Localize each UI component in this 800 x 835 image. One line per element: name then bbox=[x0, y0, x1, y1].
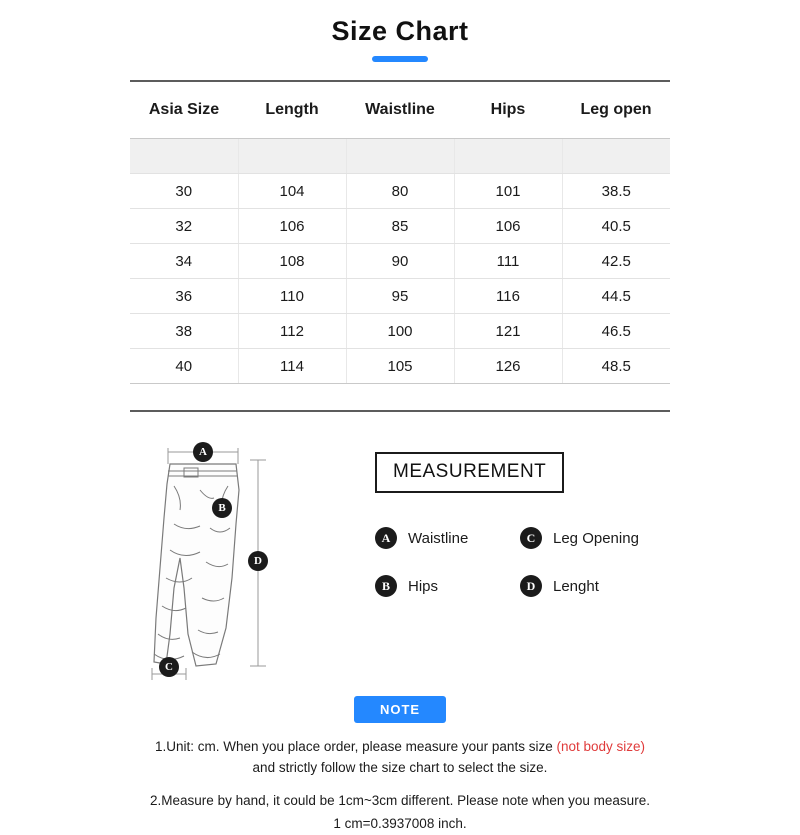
cell-leg-open: 48.5 bbox=[562, 349, 670, 384]
note-line-1-part1: 1.Unit: cm. When you place order, please measure your pants size bbox=[155, 739, 557, 754]
cell-hips: 126 bbox=[454, 349, 562, 384]
spacer-cell bbox=[130, 139, 238, 174]
cell-length: 112 bbox=[238, 314, 346, 349]
column-header-waistline: Waistline bbox=[346, 81, 454, 139]
cell-length: 114 bbox=[238, 349, 346, 384]
legend-item-leg-opening bbox=[520, 527, 665, 549]
cell-length: 106 bbox=[238, 209, 346, 244]
legend-item-length bbox=[520, 575, 665, 597]
legend-badge-b: B bbox=[375, 575, 397, 597]
length-marker: D bbox=[248, 551, 268, 571]
pants-svg bbox=[140, 438, 340, 688]
leg-opening-marker: C bbox=[159, 657, 179, 677]
table-row bbox=[130, 174, 670, 209]
size-table-body bbox=[130, 139, 670, 384]
cell-length: 104 bbox=[238, 174, 346, 209]
size-table-container bbox=[130, 80, 670, 384]
cell-waistline: 105 bbox=[346, 349, 454, 384]
page-header bbox=[0, 0, 800, 62]
cell-waistline: 100 bbox=[346, 314, 454, 349]
note-line-1 bbox=[0, 737, 800, 758]
hips-marker: B bbox=[212, 498, 232, 518]
cell-hips: 116 bbox=[454, 279, 562, 314]
spacer-cell bbox=[346, 139, 454, 174]
cell-size: 32 bbox=[130, 209, 238, 244]
legend-label-leg-opening: Leg Opening bbox=[553, 529, 639, 547]
note-text bbox=[0, 737, 800, 835]
cell-size: 40 bbox=[130, 349, 238, 384]
cell-hips: 106 bbox=[454, 209, 562, 244]
table-row bbox=[130, 209, 670, 244]
table-row bbox=[130, 349, 670, 384]
table-header-row bbox=[130, 81, 670, 139]
cell-leg-open: 38.5 bbox=[562, 174, 670, 209]
spacer-cell bbox=[238, 139, 346, 174]
page-title: Size Chart bbox=[331, 16, 469, 46]
size-table bbox=[130, 80, 670, 384]
legend-badge-a: A bbox=[375, 527, 397, 549]
measurement-legend bbox=[375, 527, 660, 597]
measurement-panel bbox=[375, 452, 675, 597]
measurement-title: MEASUREMENT bbox=[375, 452, 564, 493]
cell-size: 34 bbox=[130, 244, 238, 279]
table-row bbox=[130, 314, 670, 349]
measurement-section bbox=[0, 430, 800, 690]
title-underline bbox=[372, 56, 428, 62]
cell-hips: 121 bbox=[454, 314, 562, 349]
cell-leg-open: 42.5 bbox=[562, 244, 670, 279]
spacer-cell bbox=[454, 139, 562, 174]
legend-badge-c: C bbox=[520, 527, 542, 549]
note-line-2: 2.Measure by hand, it could be 1cm~3cm different. Please note when you measure. bbox=[150, 792, 650, 808]
cell-leg-open: 40.5 bbox=[562, 209, 670, 244]
note-line-3: 1 cm=0.3937008 inch. bbox=[333, 815, 467, 831]
size-table-head bbox=[130, 81, 670, 139]
cell-length: 110 bbox=[238, 279, 346, 314]
legend-label-length: Lenght bbox=[553, 577, 599, 595]
cell-hips: 101 bbox=[454, 174, 562, 209]
spacer-cell bbox=[562, 139, 670, 174]
cell-waistline: 80 bbox=[346, 174, 454, 209]
column-header-asia-size bbox=[130, 81, 238, 139]
cell-waistline: 85 bbox=[346, 209, 454, 244]
cell-size: 30 bbox=[130, 174, 238, 209]
table-spacer-row bbox=[130, 139, 670, 174]
cell-size: 38 bbox=[130, 314, 238, 349]
waistline-marker: A bbox=[193, 442, 213, 462]
cell-waistline: 95 bbox=[346, 279, 454, 314]
legend-label-hips: Hips bbox=[408, 577, 439, 595]
cell-leg-open: 46.5 bbox=[562, 314, 670, 349]
legend-item-waistline bbox=[375, 527, 520, 549]
legend-label-waistline: Waistline bbox=[408, 529, 469, 547]
header-text-leg-open: Leg open bbox=[580, 100, 652, 118]
cell-size: 36 bbox=[130, 279, 238, 314]
note-line-1-warning: (not body size) bbox=[556, 739, 645, 754]
column-header-hips: Hips bbox=[454, 81, 562, 139]
cell-hips: 111 bbox=[454, 244, 562, 279]
table-row bbox=[130, 244, 670, 279]
section-divider bbox=[130, 410, 670, 412]
note-badge: NOTE bbox=[354, 696, 446, 723]
note-line-1-cont: and strictly follow the size chart to select the size. bbox=[252, 759, 548, 775]
column-header-length: Length bbox=[238, 81, 346, 139]
legend-item-hips bbox=[375, 575, 520, 597]
legend-badge-d: D bbox=[520, 575, 542, 597]
header-text-asia-size: Asia Size bbox=[148, 100, 220, 118]
cell-waistline: 90 bbox=[346, 244, 454, 279]
cell-length: 108 bbox=[238, 244, 346, 279]
cell-leg-open: 44.5 bbox=[562, 279, 670, 314]
note-section bbox=[0, 696, 800, 835]
pants-illustration bbox=[140, 438, 340, 688]
column-header-leg-open bbox=[562, 81, 670, 139]
table-row bbox=[130, 279, 670, 314]
